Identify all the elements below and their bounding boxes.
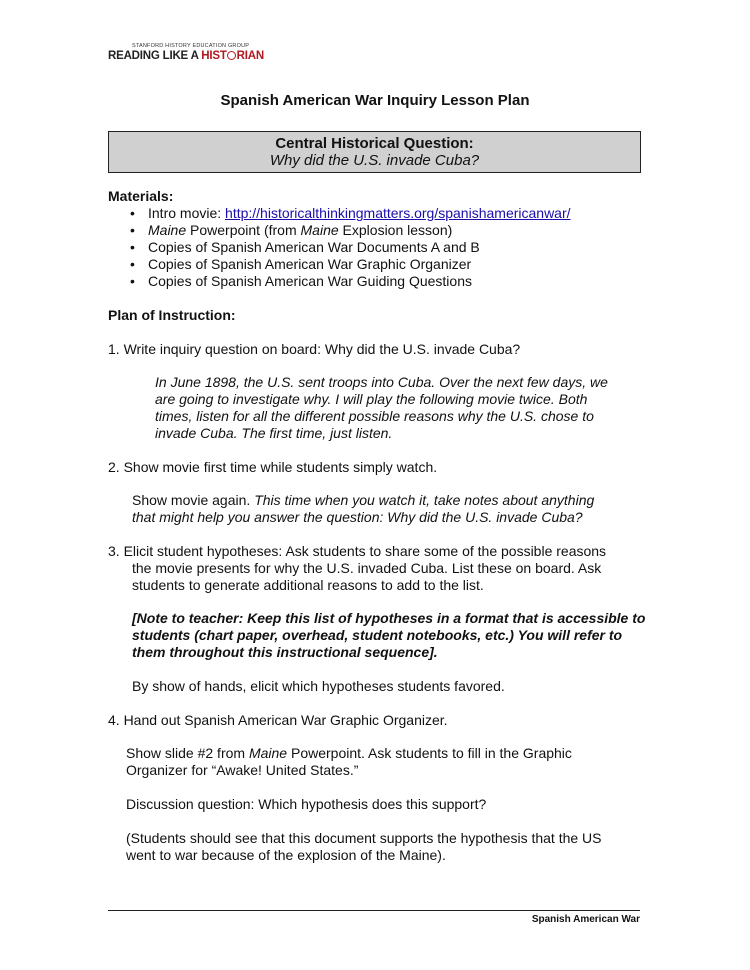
- step-1-script: invade Cuba. The first time, just listen.: [155, 425, 393, 441]
- materials-heading: Materials:: [108, 188, 174, 204]
- maine-italic: Maine: [300, 222, 339, 238]
- materials-item-organizer: Copies of Spanish American War Graphic Organizer: [148, 256, 472, 272]
- step-2-detail-b: This time when you watch it, take notes about anything: [254, 492, 595, 508]
- logo-part2: HIST: [201, 50, 227, 62]
- materials-item-powerpoint: [148, 222, 452, 239]
- magnifier-icon: [227, 51, 236, 60]
- central-question-box: [108, 131, 641, 173]
- step-4-slide: [126, 745, 572, 762]
- step-4-slide-b: Powerpoint. Ask students to fill in the Graphic: [287, 745, 572, 761]
- bullet-icon: •: [130, 256, 135, 272]
- movie-link[interactable]: http://historicalthinkingmatters.org/spanishamericanwar/: [225, 205, 571, 221]
- maine-italic: Maine: [248, 745, 288, 761]
- bullet-icon: •: [130, 273, 135, 289]
- page-title: Spanish American War Inquiry Lesson Plan: [220, 92, 530, 109]
- footer-rule: [108, 910, 640, 911]
- bullet-icon: •: [130, 239, 135, 255]
- step-2: 2. Show movie first time while students simply watch.: [108, 459, 438, 475]
- step-2-detail-a: Show movie again.: [132, 492, 255, 508]
- logo-part1: READING LIKE A: [108, 50, 202, 62]
- step-1: 1. Write inquiry question on board: Why did the U.S. invade Cuba?: [108, 341, 521, 357]
- logo-wordmark: [108, 50, 264, 62]
- bullet-icon: •: [130, 205, 135, 221]
- step-1-script: In June 1898, the U.S. sent troops into Cuba. Over the next few days, we: [155, 374, 608, 390]
- bullet-icon: •: [130, 222, 135, 238]
- footer-label: Spanish American War: [531, 914, 640, 925]
- teacher-note: [Note to teacher: Keep this list of hypotheses in a format that is accessible to: [132, 610, 646, 626]
- logo: [108, 43, 264, 62]
- plan-heading: Plan of Instruction:: [108, 307, 236, 323]
- materials-item-powerpoint-end: Explosion lesson): [338, 222, 453, 238]
- step-4: 4. Hand out Spanish American War Graphic Organizer.: [108, 712, 448, 728]
- teacher-note: students (chart paper, overhead, student notebooks, etc.) You will refer to: [132, 627, 623, 643]
- materials-item-powerpoint-mid: Powerpoint (from: [186, 222, 301, 238]
- step-4-slide-a: Show slide #2 from: [126, 745, 249, 761]
- central-question-heading: Central Historical Question:: [275, 135, 474, 152]
- materials-item-movie-label: Intro movie:: [148, 205, 226, 221]
- logo-org: STANFORD HISTORY EDUCATION GROUP: [132, 43, 250, 49]
- step-4-slide-c: Organizer for “Awake! United States.”: [126, 762, 359, 778]
- step-2-detail-c: that might help you answer the question: Why did the U.S. invade Cuba?: [132, 509, 583, 525]
- step-2-detail: [132, 492, 594, 509]
- step-3: 3. Elicit student hypotheses: Ask students to share some of the possible reasons: [108, 543, 607, 559]
- materials-item-documents: Copies of Spanish American War Documents A and B: [148, 239, 480, 255]
- teacher-note: them throughout this instructional sequence].: [132, 644, 438, 660]
- step-1-script: are going to investigate why. I will play the following movie twice. Both: [155, 391, 588, 407]
- central-question-text: Why did the U.S. invade Cuba?: [269, 152, 480, 169]
- step-3-hands: By show of hands, elicit which hypotheses students favored.: [132, 678, 505, 694]
- discussion-question: Discussion question: Which hypothesis does this support?: [126, 796, 487, 812]
- step-3-cont: the movie presents for why the U.S. invaded Cuba. List these on board. Ask: [132, 560, 602, 576]
- step-4-answer: (Students should see that this document supports the hypothesis that the US: [126, 830, 602, 846]
- step-1-script: times, listen for all the different possible reasons why the U.S. chose to: [155, 408, 594, 424]
- logo-part3: RIAN: [236, 50, 264, 62]
- step-3-cont: students to generate additional reasons to add to the list.: [132, 577, 484, 593]
- step-4-answer: went to war because of the explosion of the Maine).: [126, 847, 446, 863]
- materials-item-questions: Copies of Spanish American War Guiding Questions: [148, 273, 472, 289]
- materials-item-movie: [148, 205, 571, 222]
- maine-italic: Maine: [148, 222, 187, 238]
